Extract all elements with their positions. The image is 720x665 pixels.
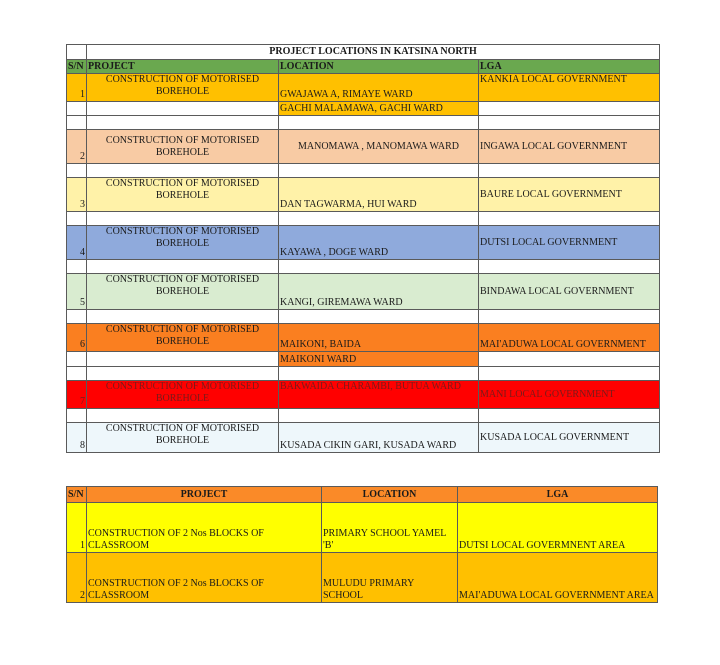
blank-cell [279,212,479,226]
row-project: CONSTRUCTION OF MOTORISED BOREHOLE [87,130,279,164]
spacer-row [67,116,660,130]
row-sn: 5 [67,274,87,310]
header-project: PROJECT [87,60,279,74]
table-row [67,381,660,409]
blank-cell [479,260,660,274]
row-lga: KUSADA LOCAL GOVERNMENT [479,423,660,453]
table-row-extra [67,102,660,116]
blank-cell [479,409,660,423]
blank-cell [87,116,279,130]
table-row [67,423,660,453]
table-row [67,178,660,212]
table-row [67,324,660,352]
row-sn: 8 [67,423,87,453]
blank-cell [479,367,660,381]
header-lga: LGA [458,487,658,503]
row-lga: KANKIA LOCAL GOVERNMENT [479,74,660,102]
blank-cell [67,409,87,423]
spacer-row [67,212,660,226]
blank-cell [279,164,479,178]
blank-cell [87,367,279,381]
table-title: PROJECT LOCATIONS IN KATSINA NORTH [87,45,660,60]
row-location: PRIMARY SCHOOL YAMEL 'B' [322,503,458,553]
table-row [67,226,660,260]
blank-cell [67,310,87,324]
blank-cell [87,260,279,274]
row-project: CONSTRUCTION OF MOTORISED BOREHOLE [87,423,279,453]
blank-cell [279,116,479,130]
blank-cell [279,367,479,381]
row-sn: 4 [67,226,87,260]
row-sn: 6 [67,324,87,352]
row-sn: 2 [67,130,87,164]
blank-cell [479,116,660,130]
row-project: CONSTRUCTION OF MOTORISED BOREHOLE [87,381,279,409]
spacer-row [67,164,660,178]
row-project: CONSTRUCTION OF 2 Nos BLOCKS OF CLASSROOM [87,503,322,553]
blank-cell [67,212,87,226]
blank-cell [479,212,660,226]
blank-cell [87,352,279,367]
row-project: CONSTRUCTION OF MOTORISED BOREHOLE [87,74,279,102]
project-locations-table [66,44,660,453]
table-row [67,503,658,553]
blank-cell [279,409,479,423]
table-row [67,553,658,603]
blank-cell [67,102,87,116]
row-location: KUSADA CIKIN GARI, KUSADA WARD [279,423,479,453]
row-location: GWAJAWA A, RIMAYE WARD [279,74,479,102]
row-location: MULUDU PRIMARY SCHOOL [322,553,458,603]
blank-cell [67,260,87,274]
table-row [67,274,660,310]
blank-cell [479,164,660,178]
header-sn: S/N [67,487,87,503]
row-lga: MAI'ADUWA LOCAL GOVERNMENT [479,324,660,352]
spacer-row [67,260,660,274]
blank-cell [87,310,279,324]
blank-cell [67,45,87,60]
row-location-2: GACHI MALAMAWA, GACHI WARD [279,102,479,116]
blank-cell [67,352,87,367]
row-lga: DUTSI LOCAL GOVERMNENT AREA [458,503,658,553]
blank-cell [87,102,279,116]
blank-cell [479,310,660,324]
row-location: KAYAWA , DOGE WARD [279,226,479,260]
header-project: PROJECT [87,487,322,503]
row-lga: INGAWA LOCAL GOVERNMENT [479,130,660,164]
table-title-row [67,45,660,60]
row-sn: 7 [67,381,87,409]
spacer-row [67,367,660,381]
blank-cell [87,409,279,423]
row-lga: BINDAWA LOCAL GOVERNMENT [479,274,660,310]
row-project: CONSTRUCTION OF MOTORISED BOREHOLE [87,226,279,260]
row-lga: MANI LOCAL GOVERNMENT [479,381,660,409]
row-lga: DUTSI LOCAL GOVERNMENT [479,226,660,260]
row-sn: 1 [67,74,87,102]
classroom-projects-table [66,486,658,603]
row-sn: 3 [67,178,87,212]
blank-cell [67,367,87,381]
blank-cell [279,260,479,274]
blank-cell [87,212,279,226]
row-location: BAKWAIDA CHARAMBI, BUTUA WARD [279,381,479,409]
header-location: LOCATION [322,487,458,503]
row-location: DAN TAGWARMA, HUI WARD [279,178,479,212]
row-sn: 2 [67,553,87,603]
spacer-row [67,310,660,324]
blank-cell [479,102,660,116]
table-row-extra [67,352,660,367]
table-row [67,130,660,164]
table-row [67,74,660,102]
blank-cell [67,164,87,178]
blank-cell [87,164,279,178]
row-location-2: MAIKONI WARD [279,352,479,367]
header-sn: S/N [67,60,87,74]
row-project: CONSTRUCTION OF MOTORISED BOREHOLE [87,324,279,352]
row-sn: 1 [67,503,87,553]
row-location: MAIKONI, BAIDA [279,324,479,352]
row-project: CONSTRUCTION OF 2 Nos BLOCKS OF CLASSROOM [87,553,322,603]
header-row [67,60,660,74]
blank-cell [279,310,479,324]
blank-cell [479,352,660,367]
header-lga: LGA [479,60,660,74]
row-location: MANOMAWA , MANOMAWA WARD [279,130,479,164]
header-location: LOCATION [279,60,479,74]
row-lga: MAI'ADUWA LOCAL GOVERNMENT AREA [458,553,658,603]
header-row [67,487,658,503]
row-project: CONSTRUCTION OF MOTORISED BOREHOLE [87,274,279,310]
row-lga: BAURE LOCAL GOVERNMENT [479,178,660,212]
spacer-row [67,409,660,423]
row-location: KANGI, GIREMAWA WARD [279,274,479,310]
blank-cell [67,116,87,130]
row-project: CONSTRUCTION OF MOTORISED BOREHOLE [87,178,279,212]
